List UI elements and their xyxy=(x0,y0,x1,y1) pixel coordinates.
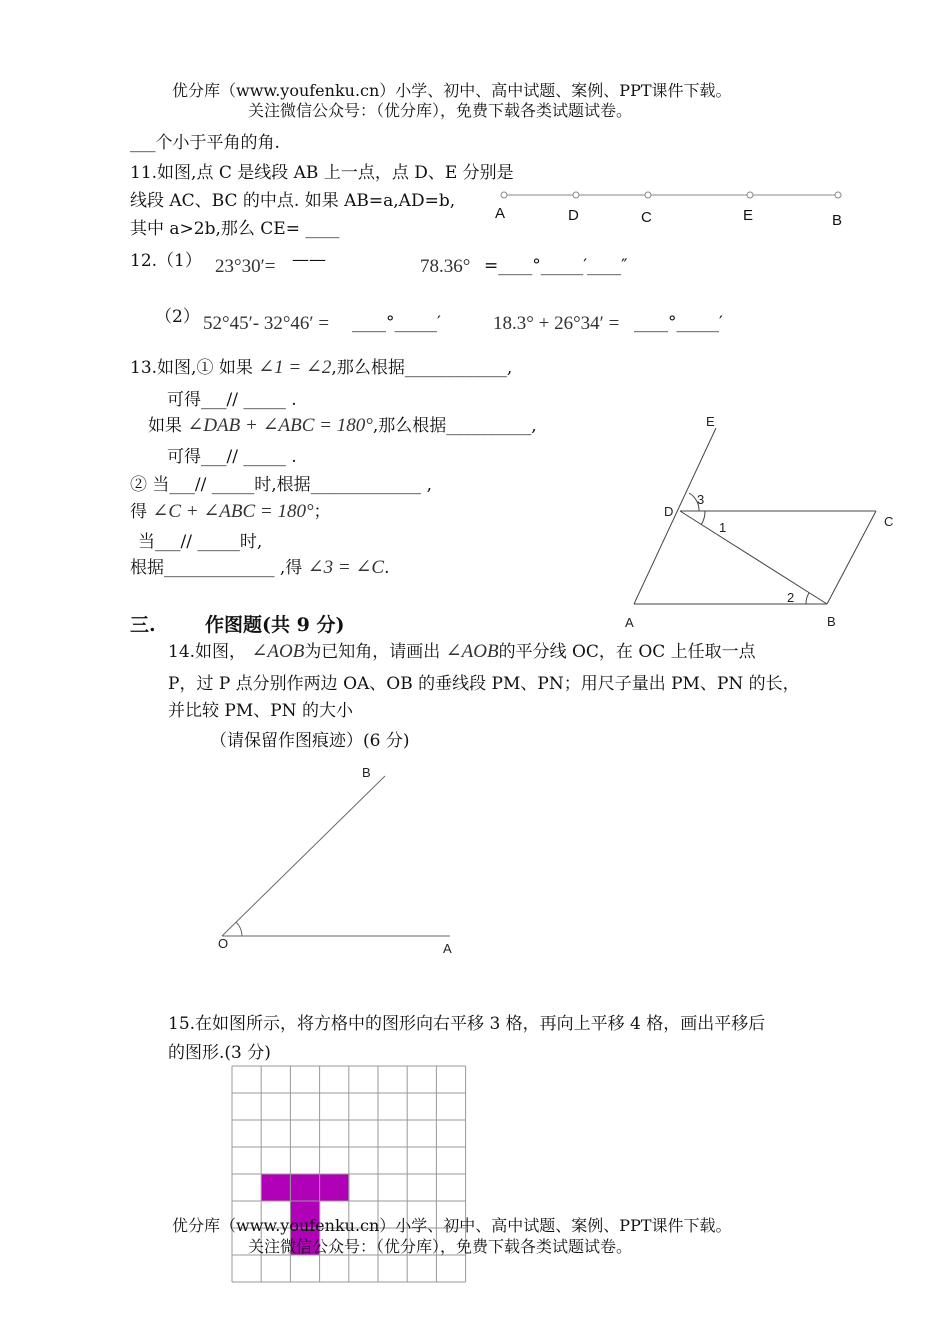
t-shape-cell xyxy=(261,1174,291,1202)
q13-l6-post: ； xyxy=(313,502,331,522)
q10-text: 个小于平角的角. xyxy=(155,133,280,153)
q11-line-3: 其中 a>2b,那么 CE= ____ xyxy=(130,219,340,239)
q13-angle-3: 3 xyxy=(697,492,705,507)
q14-line-3: 并比较 PM、PN 的大小 xyxy=(168,701,353,721)
q11-point-B: B xyxy=(832,212,843,229)
q14-label-O: O xyxy=(218,936,229,951)
q13-angle-1: 1 xyxy=(719,520,727,535)
q15-line-1: 15.在如图所示，将方格中的图形向右平移 3 格，再向上平移 4 格，画出平移后 xyxy=(168,1014,766,1034)
q13-label-B: B xyxy=(827,614,836,629)
q13-line-5: ② 当___// _____时,根据_____________ , xyxy=(130,475,432,495)
q13-l8-pre: 根据_____________ ,得 xyxy=(130,558,303,578)
header-line-1: 优分库（www.youfenku.cn）小学、初中、高中试题、案例、PPT课件下载。 xyxy=(172,81,732,100)
q13-label-D: D xyxy=(664,504,674,519)
q13-line-2: 可得___// _____ . xyxy=(167,390,297,410)
q13-label-C: C xyxy=(884,514,894,529)
q12-p1a-blank: —— xyxy=(292,250,326,270)
q12-p1b-eq: =____°_____′____″ xyxy=(484,256,628,276)
q12-p2a-blank: ____°_____′ xyxy=(352,313,441,333)
q12-p1b-expr: 78.36° xyxy=(420,256,471,277)
q11-point-D: D xyxy=(568,207,579,224)
q12-p1a-expr: 23°30′= xyxy=(215,256,276,277)
q14-l1-math-1: ∠AOB xyxy=(251,641,305,662)
q15-line-2: 的图形.(3 分) xyxy=(168,1043,271,1063)
q13-label-E: E xyxy=(706,414,715,429)
q13-l1-pre: 13.如图,① 如果 xyxy=(130,358,253,378)
t-shape-cell xyxy=(320,1174,350,1202)
q10-blank: ___ xyxy=(130,133,156,153)
q13-l1-post: ,那么根据____________, xyxy=(331,358,513,378)
q11-point-E: E xyxy=(743,207,754,224)
q12-p2b-blank: ____°_____′ xyxy=(634,313,723,333)
q11-point-C: C xyxy=(641,209,652,226)
q12-p2a-expr: 52°45′- 32°46′ = xyxy=(203,313,330,334)
q13-line-7: 当___// _____时, xyxy=(138,532,263,552)
header-line-2: 关注微信公众号：（优分库），免费下载各类试题试卷。 xyxy=(248,101,633,120)
q14-l1-pre: 14.如图， xyxy=(168,642,247,662)
q11-line-1: 11.如图,点 C 是线段 AB 上一点，点 D、E 分别是 xyxy=(130,163,514,183)
t-shape-cell xyxy=(290,1174,320,1202)
q13-line-4: 可得___// _____ . xyxy=(167,447,297,467)
footer-line-2: 关注微信公众号：（优分库），免费下载各类试题试卷。 xyxy=(248,1237,633,1256)
q13-l6-pre: 得 xyxy=(130,502,147,522)
q11-line-2: 线段 AC、BC 的中点. 如果 AB=a,AD=b, xyxy=(130,191,456,211)
q14-label-A: A xyxy=(443,941,452,956)
q13-l6-math: ∠C + ∠ABC = 180° xyxy=(152,501,314,522)
q13-l3-post: ,那么根据__________, xyxy=(372,416,537,436)
q13-l3-math: ∠DAB + ∠ABC = 180° xyxy=(187,415,373,436)
q13-angle-2: 2 xyxy=(787,590,795,605)
footer-line-1: 优分库（www.youfenku.cn）小学、初中、高中试题、案例、PPT课件下载。 xyxy=(172,1216,732,1235)
q14-line-2: P，过 P 点分别作两边 OA、OB 的垂线段 PM、PN；用尺子量出 PM、PN 的长， xyxy=(168,674,800,694)
q14-l1-mid: 为已知角，请画出 xyxy=(304,642,441,662)
q13-l8-math: ∠3 = ∠C xyxy=(307,557,385,578)
section-3-title: 作图题(共 9 分) xyxy=(205,614,345,636)
q13-l1-math: ∠1 = ∠2 xyxy=(258,357,332,378)
q11-point-A: A xyxy=(495,205,506,222)
q12-label-1: 12.（1） xyxy=(130,251,202,271)
q14-label-B: B xyxy=(362,765,371,780)
q13-l3-pre: 如果 xyxy=(148,416,182,436)
q14-l1-math-2: ∠AOB xyxy=(445,641,499,662)
q12-label-2: （2） xyxy=(155,307,200,327)
q13-l8-post: . xyxy=(384,558,390,578)
q13-label-A: A xyxy=(625,615,634,630)
q12-p2b-expr: 18.3° + 26°34′ = xyxy=(493,313,620,334)
section-3-number: 三. xyxy=(130,614,156,636)
q14-line-4: （请保留作图痕迹）(6 分) xyxy=(210,731,410,751)
q14-l1-post: 的平分线 OC，在 OC 上任取一点 xyxy=(498,642,756,662)
